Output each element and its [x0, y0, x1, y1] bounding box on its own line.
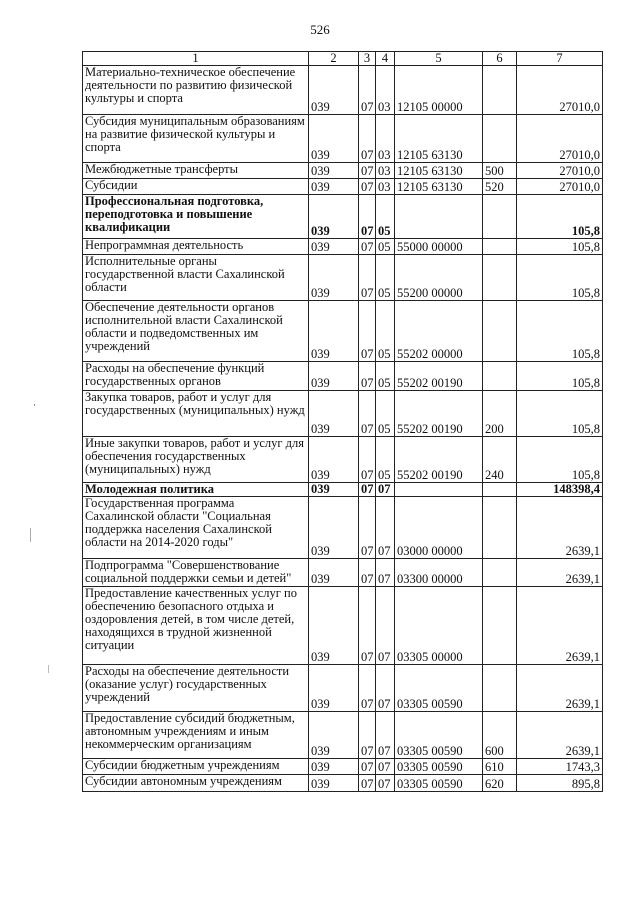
row-section: 07	[359, 301, 376, 362]
row-expense-type: 240	[483, 437, 517, 483]
row-subsection: 07	[376, 759, 395, 775]
page-number: 526	[310, 22, 330, 37]
row-subsection: 05	[376, 255, 395, 301]
row-subsection: 07	[376, 497, 395, 559]
row-section: 07	[359, 759, 376, 775]
row-expense-type	[483, 66, 517, 115]
row-amount: 27010,0	[517, 179, 603, 195]
scan-speck	[34, 404, 35, 406]
row-section: 07	[359, 483, 376, 497]
row-amount: 27010,0	[517, 115, 603, 163]
table-row	[83, 255, 603, 301]
row-section: 07	[359, 437, 376, 483]
row-expense-type: 610	[483, 759, 517, 775]
row-section: 07	[359, 115, 376, 163]
row-name: Иные закупки товаров, работ и услуг для обеспечения государственных (муниципальных) нужд	[83, 437, 309, 483]
row-admin-code: 039	[309, 775, 359, 792]
row-admin-code: 039	[309, 712, 359, 759]
row-expense-type	[483, 362, 517, 391]
table-row	[83, 483, 603, 497]
row-name: Исполнительные органы государственной власти Сахалинской области	[83, 255, 309, 301]
row-section: 07	[359, 163, 376, 179]
row-name: Предоставление субсидий бюджетным, автономным учреждениям и иным некоммерческим организациям	[83, 712, 309, 759]
table-row	[83, 665, 603, 712]
row-admin-code: 039	[309, 559, 359, 587]
row-amount: 148398,4	[517, 483, 603, 497]
row-amount: 2639,1	[517, 665, 603, 712]
row-target-code: 03000 00000	[395, 497, 483, 559]
row-subsection: 05	[376, 195, 395, 239]
table-row	[83, 712, 603, 759]
table-row	[83, 391, 603, 437]
column-header: 2	[309, 52, 359, 66]
table-row	[83, 179, 603, 195]
row-target-code: 03305 00590	[395, 759, 483, 775]
row-section: 07	[359, 712, 376, 759]
row-amount: 27010,0	[517, 163, 603, 179]
table-row	[83, 759, 603, 775]
row-admin-code: 039	[309, 362, 359, 391]
row-subsection: 07	[376, 775, 395, 792]
row-name: Субсидии автономным учреждениям	[83, 775, 309, 792]
row-subsection: 03	[376, 163, 395, 179]
row-expense-type	[483, 559, 517, 587]
row-subsection: 07	[376, 587, 395, 665]
row-amount: 27010,0	[517, 66, 603, 115]
row-admin-code: 039	[309, 665, 359, 712]
row-name: Расходы на обеспечение деятельности (оказание услуг) государственных учреждений	[83, 665, 309, 712]
table-row	[83, 437, 603, 483]
row-expense-type	[483, 587, 517, 665]
row-name: Материально-техническое обеспечение деятельности по развитию физической культуры и спорта	[83, 66, 309, 115]
column-header: 5	[395, 52, 483, 66]
table-row	[83, 195, 603, 239]
row-subsection: 03	[376, 66, 395, 115]
row-section: 07	[359, 497, 376, 559]
row-subsection: 05	[376, 239, 395, 255]
row-admin-code: 039	[309, 391, 359, 437]
row-target-code: 55000 00000	[395, 239, 483, 255]
row-amount: 2639,1	[517, 497, 603, 559]
row-section: 07	[359, 66, 376, 115]
row-subsection: 07	[376, 483, 395, 497]
row-expense-type	[483, 497, 517, 559]
row-target-code: 55202 00190	[395, 437, 483, 483]
row-admin-code: 039	[309, 255, 359, 301]
table-row	[83, 66, 603, 115]
row-target-code: 12105 63130	[395, 115, 483, 163]
row-admin-code: 039	[309, 497, 359, 559]
row-expense-type	[483, 483, 517, 497]
row-section: 07	[359, 195, 376, 239]
row-expense-type	[483, 239, 517, 255]
row-target-code: 12105 63130	[395, 179, 483, 195]
row-amount: 105,8	[517, 255, 603, 301]
row-target-code: 12105 00000	[395, 66, 483, 115]
row-amount: 105,8	[517, 301, 603, 362]
row-target-code: 12105 63130	[395, 163, 483, 179]
row-amount: 2639,1	[517, 712, 603, 759]
table-row	[83, 239, 603, 255]
row-amount: 105,8	[517, 195, 603, 239]
table-row	[83, 115, 603, 163]
row-admin-code: 039	[309, 587, 359, 665]
row-amount: 1743,3	[517, 759, 603, 775]
row-expense-type: 500	[483, 163, 517, 179]
row-amount: 2639,1	[517, 587, 603, 665]
row-section: 07	[359, 587, 376, 665]
table-row	[83, 362, 603, 391]
row-expense-type	[483, 665, 517, 712]
row-admin-code: 039	[309, 483, 359, 497]
row-amount: 105,8	[517, 437, 603, 483]
row-target-code: 03305 00590	[395, 775, 483, 792]
row-expense-type: 200	[483, 391, 517, 437]
row-target-code: 55202 00000	[395, 301, 483, 362]
row-amount: 2639,1	[517, 559, 603, 587]
row-section: 07	[359, 362, 376, 391]
table-row	[83, 775, 603, 792]
row-name: Молодежная политика	[83, 483, 309, 497]
row-amount: 105,8	[517, 239, 603, 255]
row-amount: 105,8	[517, 362, 603, 391]
row-name: Расходы на обеспечение функций государственных органов	[83, 362, 309, 391]
row-target-code: 55200 00000	[395, 255, 483, 301]
row-name: Субсидии бюджетным учреждениям	[83, 759, 309, 775]
row-subsection: 05	[376, 301, 395, 362]
row-section: 07	[359, 179, 376, 195]
row-amount: 105,8	[517, 391, 603, 437]
header-row	[83, 52, 603, 66]
table-row	[83, 497, 603, 559]
row-target-code: 03305 00590	[395, 712, 483, 759]
row-subsection: 07	[376, 712, 395, 759]
row-subsection: 03	[376, 115, 395, 163]
table-body	[83, 66, 603, 792]
row-admin-code: 039	[309, 66, 359, 115]
row-subsection: 05	[376, 362, 395, 391]
row-admin-code: 039	[309, 759, 359, 775]
table-row	[83, 301, 603, 362]
row-section: 07	[359, 775, 376, 792]
row-expense-type	[483, 301, 517, 362]
table-row	[83, 559, 603, 587]
row-subsection: 05	[376, 391, 395, 437]
row-name: Профессиональная подготовка, переподготовка и повышение квалификации	[83, 195, 309, 239]
row-admin-code: 039	[309, 163, 359, 179]
row-target-code	[395, 195, 483, 239]
row-section: 07	[359, 665, 376, 712]
row-section: 07	[359, 239, 376, 255]
row-amount: 895,8	[517, 775, 603, 792]
row-expense-type: 620	[483, 775, 517, 792]
row-admin-code: 039	[309, 195, 359, 239]
column-header: 6	[483, 52, 517, 66]
row-target-code: 55202 00190	[395, 391, 483, 437]
budget-table	[82, 51, 603, 792]
row-target-code: 03305 00590	[395, 665, 483, 712]
column-header: 4	[376, 52, 395, 66]
row-admin-code: 039	[309, 437, 359, 483]
row-expense-type	[483, 255, 517, 301]
row-expense-type	[483, 115, 517, 163]
row-target-code	[395, 483, 483, 497]
row-name: Непрограммная деятельность	[83, 239, 309, 255]
row-admin-code: 039	[309, 179, 359, 195]
row-section: 07	[359, 559, 376, 587]
row-target-code: 03305 00000	[395, 587, 483, 665]
row-name: Субсидия муниципальным образованиям на развитие физической культуры и спорта	[83, 115, 309, 163]
row-subsection: 03	[376, 179, 395, 195]
column-header: 7	[517, 52, 603, 66]
row-name: Межбюджетные трансферты	[83, 163, 309, 179]
row-expense-type	[483, 195, 517, 239]
row-admin-code: 039	[309, 239, 359, 255]
row-expense-type: 600	[483, 712, 517, 759]
row-subsection: 05	[376, 437, 395, 483]
table-row	[83, 587, 603, 665]
row-subsection: 07	[376, 559, 395, 587]
table-row	[83, 163, 603, 179]
row-section: 07	[359, 255, 376, 301]
scan-speck	[48, 665, 49, 673]
row-name: Закупка товаров, работ и услуг для государственных (муниципальных) нужд	[83, 391, 309, 437]
row-name: Предоставление качественных услуг по обеспечению безопасного отдыха и оздоровления детей, в том числе детей, находящихся в трудной жизненной ситуации	[83, 587, 309, 665]
column-header: 3	[359, 52, 376, 66]
column-header: 1	[83, 52, 309, 66]
row-name: Подпрограмма "Совершенствование социальной поддержки семьи и детей"	[83, 559, 309, 587]
row-name: Государственная программа Сахалинской области "Социальная поддержка населения Сахалинской области на 2014-2020 годы"	[83, 497, 309, 559]
row-admin-code: 039	[309, 301, 359, 362]
row-section: 07	[359, 391, 376, 437]
scan-speck	[30, 528, 31, 542]
row-target-code: 03300 00000	[395, 559, 483, 587]
row-name: Субсидии	[83, 179, 309, 195]
row-subsection: 07	[376, 665, 395, 712]
row-target-code: 55202 00190	[395, 362, 483, 391]
row-admin-code: 039	[309, 115, 359, 163]
row-expense-type: 520	[483, 179, 517, 195]
row-name: Обеспечение деятельности органов исполнительной власти Сахалинской области и подведомственных им учреждений	[83, 301, 309, 362]
